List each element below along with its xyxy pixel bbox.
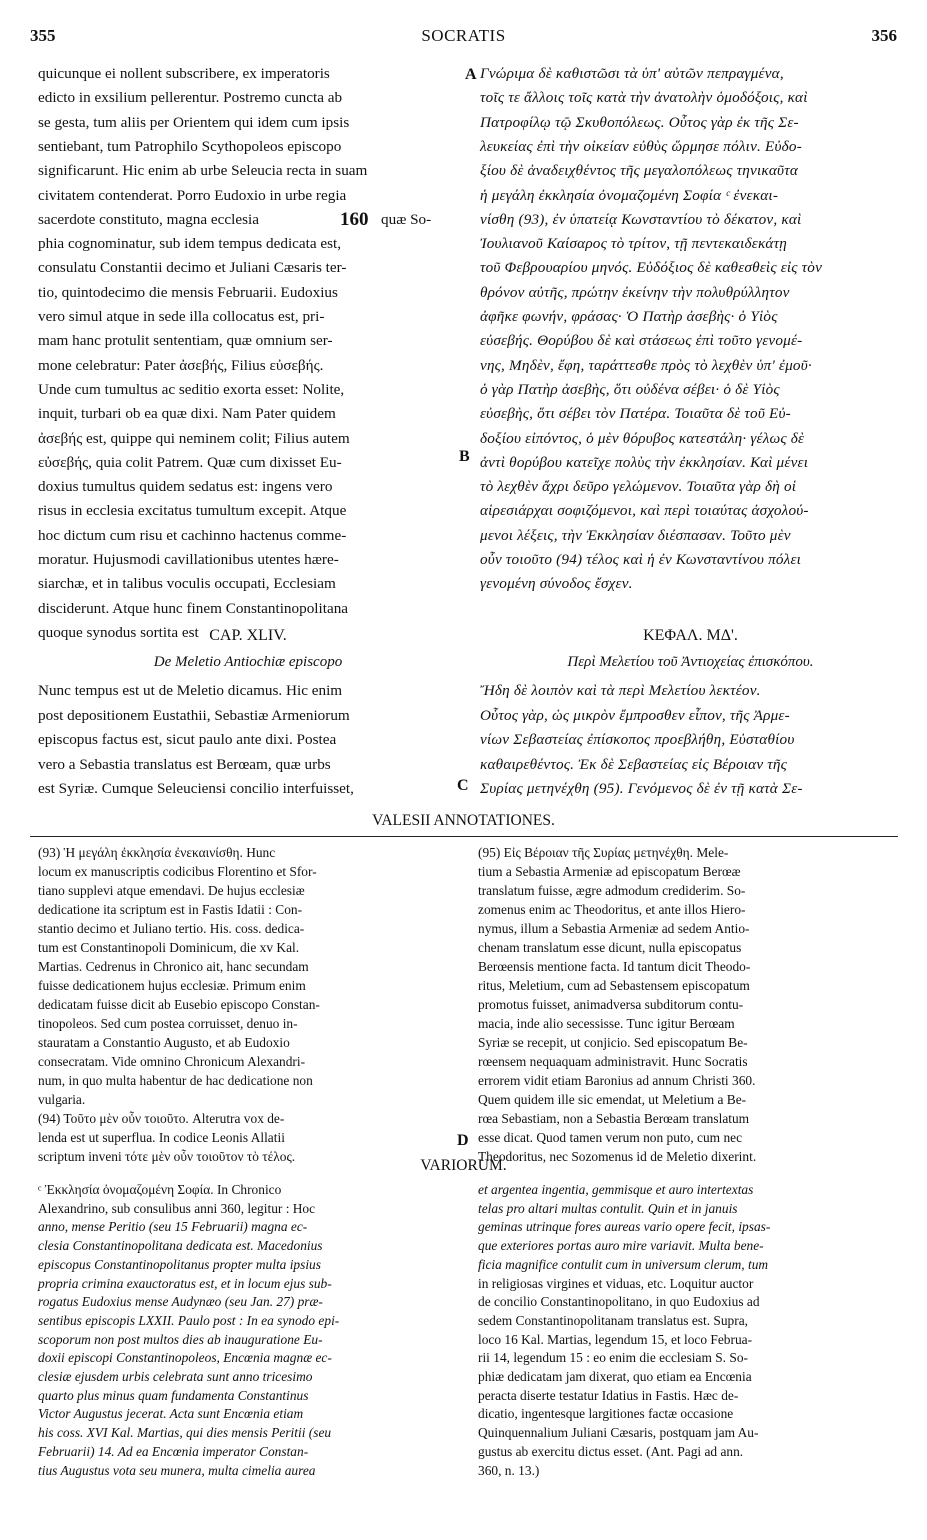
page-number-right: 356 [871,26,897,45]
chapter-heading-greek: ΚΕΦΑΛ. ΜΔ'. [643,627,738,644]
latin-top-line: mam hanc protulit sententiam, quæ omnium ser- [38,332,333,350]
variorum-left-line: ᶜ Ἐκκλησία ὀνομαζομένη Σοφία. In Chronico [38,1182,282,1197]
annotation-left-line: stauratam a Constantio Augusto, et ab Eudoxio [38,1035,290,1050]
variorum-right-line: gustus ab exercitu dictus esset. (Ant. Pagi ad ann. [478,1443,744,1459]
margin-marker-a: A [465,66,477,83]
chapter-heading-latin: CAP. XLIV. [209,627,287,644]
variorum-left-line: propria crimina exauctoratus est, et in locum ejus sub- [38,1275,332,1291]
greek-top-line: ξίου δὲ ἀναδειχθέντος τῆς μεγαλοπόλεως τηνικαῦτα [480,162,799,180]
margin-marker-d: D [457,1132,469,1149]
variorum-left-line: clesiæ ejusdem urbis celebrata sunt anno tricesimo [38,1369,313,1384]
annotation-left-line: vulgaria. [38,1092,86,1107]
latin-top-line: εὐσεβής, quia colit Patrem. Quæ cum dixisset Eu- [38,453,342,471]
variorum-right-line: de concilio Constantinopolitano, in quo Eudoxius ad [478,1294,760,1310]
greek-top-line: νης, Μηδὲν, ἔφη, ταράττεσθε πρὸς τὸ λεχθὲν ὑπ' ἐμοῦ· [480,356,812,374]
greek-chapter-line: νίων Σεβαστείας ἐπίσκοπος προεβλήθη, Εὐσταθίου [480,731,795,748]
latin-top-line: risus in ecclesia excitatus tumultum excepit. Atque [38,502,347,520]
greek-chapter-line: καθαιρεθέντος. Ἐκ δὲ Σεβαστείας εἰς Βέροιαν τῆς [480,755,788,773]
annotation-right-line: (95) Εἰς Βέροιαν τῆς Συρίας μετηνέχθη. Mele- [478,845,729,860]
annotation-left-line: tiano supplevi atque emendavi. De hujus ecclesiæ [38,883,305,898]
variorum-left-line: episcopus Constantinopolitanus propter multa ipsius [38,1256,321,1272]
variorum-left-line: anno, mense Peritio (seu 15 Februarii) magna ec- [38,1219,308,1235]
variorum-right-line: peracta diserte testatur Idatius in Fastis. Hæc de- [478,1387,739,1403]
latin-top-line: Unde cum tumultus ac seditio exorta esset: Nolite, [38,380,345,398]
greek-top-line: μενοι λέξεις, τὴν Ἐκκλησίαν διέσπασαν. Τοῦτο μὲν [480,526,791,544]
latin-top-line: mone celebratur: Pater ἀσεβής, Filius εὐσεβής. [38,356,324,374]
annotation-left-line: locum ex manuscriptis codicibus Florentino et Sfor- [38,864,317,879]
latin-top-line: ἀσεβής est, quippe qui neminem colit; Filius autem [38,429,350,447]
variorum-right-line: telas pro altari multas contulit. Quin et in januis [478,1200,738,1216]
latin-top-line: significarunt. Hic enim ab urbe Seleucia recta in suam [38,162,368,180]
greek-top-line: ἀντὶ θορύβου κατεῖχε πολὺς τὴν ἐκκλησίαν. Καὶ μένει [480,453,809,471]
annotation-right-line: translatum fuisse, ægre admodum crediderim. So- [478,883,746,898]
variorum-right-line: loco 16 Kal. Martias, legendum 15, et loco Februa- [478,1331,753,1347]
greek-top-line: τὸ λεχθὲν ἄχρι δεῦρο γελώμενον. Τοιαῦτα γὰρ δὴ οἱ [480,478,797,496]
page-number-left: 355 [30,26,56,45]
annotations-title: VALESII ANNOTATIONES. [372,812,555,829]
greek-top-line: τοῖς τε ἄλλοις τοῖς κατὰ τὴν ἀνατολὴν ὁμοδόξοις, καὶ [480,89,808,107]
latin-top-line: edicto in exsilium pellerentur. Postremo cuncta ab [38,89,343,107]
variorum-right-line: ficia magnifice contulit cum in universum clerum, tum [478,1256,769,1272]
latin-top-line: consulatu Constantii decimo et Juliani Cæsaris ter- [38,259,347,277]
annotation-right-line: chenam translatum esse dicunt, nulla episcopatus [478,940,742,955]
latin-top-line: phia cognominatur, sub idem tempus dedicata est, [38,235,342,253]
greek-top-line: εὐσεβής. Θορύβου δὲ καὶ στάσεως ἐπὶ τοῦτο γενομέ- [480,332,803,350]
latin-top-line: quoque synodus sortita est [38,623,199,641]
variorum-right-line: dicatio, ingentesque largitiones factæ occasione [478,1406,734,1422]
greek-top-line: ἀφῆκε φωνήν, φράσας· Ὁ Πατὴρ ἀσεβὴς· ὁ Υἱὸς [480,308,778,325]
latin-top-line: hoc dictum cum risu et cachinno hactenus comme- [38,526,347,544]
annotation-left-line: scriptum inveni τότε μὲν οὖν τοιοῦτον τὸ τέλος. [38,1149,296,1164]
annotation-right-line: Berœensis mentione facta. Id tantum dicit Theodo- [478,959,751,974]
variorum-right-line: sedem Constantinopolitanam translatus est. Supra, [478,1312,749,1328]
greek-top-line: Ἰουλιανοῦ Καίσαρος τὸ τρίτον, τῇ πεντεκαιδεκάτῃ [480,235,787,253]
variorum-right-line: Quinquennalium Juliani Cæsaris, postquam jam Au- [478,1425,759,1441]
latin-top-line: vero simul atque in sede illa collocatus est, pri- [38,308,325,325]
variorum-left-line: Februarii) 14. Ad ea Encœnia imperator Constan- [38,1443,309,1459]
annotation-right-line: rœa Sebastiam, non a Sebastia Berœam translatum [478,1111,750,1126]
variorum-right-line: 360, n. 13.) [478,1462,540,1478]
annotation-right-line: tium a Sebastia Armeniæ ad episcopatum Berœæ [478,864,741,879]
chapter-subtitle-greek: Περὶ Μελετίου τοῦ Ἀντιοχείας ἐπισκόπου. [567,654,814,670]
annotation-right-line: Syriæ se recepit, ut conjicio. Sed episcopatum Be- [478,1035,748,1050]
annotation-left-line: consecratam. Vide omnino Chronicum Alexandri- [38,1054,306,1069]
greek-chapter-line: Ἤδη δὲ λοιπὸν καὶ τὰ περὶ Μελετίου λεκτέον. [480,682,761,699]
latin-chapter-line: post depositionem Eustathii, Sebastiæ Armeniorum [38,706,350,724]
annotation-right-line: errorem vidit etiam Baronius ad annum Christi 360. [478,1073,756,1088]
latin-chapter-line: Nunc tempus est ut de Meletio dicamus. Hic enim [38,682,343,699]
variorum-left-line: doxii episcopi Constantinopoleos, Encœnia magnæ ec- [38,1350,332,1366]
greek-top-line: λευκείας ἐπὶ τὴν οἰκείαν εὐθὺς ὥρμησε πόλιν. Εὐδο- [480,137,802,155]
annotation-right-line: ritus, Meletium, cum ad Sebastensem episcopatum [478,978,750,993]
annotation-right-line: promotus fuisset, animadversa subditorum contu- [478,997,744,1012]
variorum-left-line: his coss. XVI Kal. Martias, qui dies mensis Peritii (seu [38,1425,332,1441]
greek-top-line: θρόνον αὐτῆς, πρώτην ἐκείνην τὴν πολυθρύλλητον [480,283,790,301]
greek-chapter-line: Οὗτος γὰρ, ὡς μικρὸν ἔμπροσθεν εἶπον, τῆς Ἀρμε- [480,706,790,724]
latin-top-line: quæ So- [381,210,432,228]
annotation-right-line: nymus, illum a Sebastia Armeniæ ad sedem Antio- [478,921,750,936]
annotation-left-line: fuisse dedicationem hujus ecclesiæ. Primum enim [38,978,306,993]
annotation-right-line: Theodoritus, nec Sozomenus id de Meletio dixerint. [478,1149,757,1164]
inline-column-number: 160 [340,208,369,230]
variorum-left-line: tius Augustus vota seu munera, multa cimelia aurea [38,1462,316,1478]
greek-top-line: δοξίου εἰπόντος, ὁ μὲν θόρυβος κατεστάλη· γέλως δὲ [480,429,805,447]
annotation-left-line: lenda est ut superflua. In codice Leonis Allatii [38,1130,285,1145]
greek-top-line: ἡ μεγάλη ἐκκλησία ὀνομαζομένη Σοφία ᶜ ἐνεκαι- [480,186,779,204]
annotation-right-line: esse dicat. Quod tamen verum non puto, cum nec [478,1130,743,1145]
latin-top-line: sacerdote constituto, magna ecclesia [38,210,259,228]
greek-top-line: γενομένη σύνοδος ἔσχεν. [480,575,633,593]
annotations-rule [30,836,898,837]
latin-top-line: moratur. Hujusmodi cavillationibus utentes hære- [38,551,339,568]
greek-top-line: ὁ γὰρ Πατὴρ ἀσεβὴς, ὅτι οὐδένα σέβει· ὁ δὲ Υἱὸς [480,380,780,398]
greek-top-line: τοῦ Φεβρουαρίου μηνός. Εὐδόξιος δὲ καθεσθεὶς εἰς τὸν [480,259,823,277]
annotation-left-line: tum est Constantinopoli Dominicum, die xv Kal. [38,940,300,955]
latin-top-line: quicunque ei nollent subscribere, ex imperatoris [38,65,330,82]
greek-top-line: Πατροφίλῳ τῷ Σκυθοπόλεως. Οὗτος γὰρ ἐκ τῆς Σε- [480,113,799,131]
variorum-left-line: sentibus episcopis LXXII. Paulo post : In ea synodo epi- [38,1312,340,1328]
latin-top-line: tio, quintodecimo die mensis Februarii. Eudoxius [38,283,338,301]
latin-top-line: disciderunt. Atque hunc finem Constantinopolitana [38,599,349,617]
variorum-left-line: rogatus Eudoxius mense Audynæo (seu Jan. 27) præ- [38,1294,323,1310]
running-title: SOCRATIS [421,26,506,45]
variorum-left-line: Alexandrino, sub consulibus anni 360, legitur : Hoc [38,1200,316,1216]
latin-top-line: siarchæ, et in talibus voculis occupati, Ecclesiam [38,575,336,593]
variorum-right-line: phiæ dedicatam jam dixerat, quo etiam ea Encœnia [478,1369,752,1384]
latin-top-line: inquit, turbari ob ea quæ dixi. Nam Pater quidem [38,405,336,423]
variorum-title: VARIORUM. [420,1157,507,1174]
variorum-right-line: que exteriores portas auro mire variavit. Multa bene- [478,1238,764,1254]
variorum-left-line: quarto plus minus quam fundamenta Constantinus [38,1387,309,1403]
annotation-right-line: macia, inde alio secessisse. Tunc igitur Berœam [478,1016,735,1031]
latin-chapter-line: episcopus factus est, sicut paulo ante dixi. Postea [38,731,337,748]
annotation-left-line: tinopoleos. Sed cum postea corruisset, denuo in- [38,1016,298,1031]
latin-chapter-line: est Syriæ. Cumque Seleuciensi concilio interfuisset, [38,780,354,797]
annotation-left-line: (94) Τοῦτο μὲν οὖν τοιοῦτο. Alterutra vox de- [38,1111,285,1126]
latin-top-line: se gesta, tum aliis per Orientem qui idem cum ipsis [38,113,350,131]
annotation-left-line: num, in quo multa habentur de hac dedicatione non [38,1073,313,1088]
greek-top-line: εὐσεβὴς, ὅτι σέβει τὸν Πατέρα. Τοιαῦτα δὲ τοῦ Εὐ- [480,405,791,423]
latin-top-line: sentiebant, tum Patrophilo Scythopoleos episcopo [38,137,342,155]
annotation-right-line: rœensem nequaquam administravit. Hunc Socratis [478,1054,748,1069]
chapter-subtitle-latin: De Meletio Antiochiæ episcopo [153,654,343,670]
variorum-left-line: scoporum non post multos dies ab inauguratione Eu- [38,1331,323,1347]
variorum-right-line: et argentea ingentia, gemmisque et auro intertextas [478,1182,754,1197]
annotation-left-line: dedicatione ita scriptum est in Fastis Idatii : Con- [38,902,303,917]
annotation-right-line: Quem quidem ille sic emendat, ut Meletium a Be- [478,1092,747,1107]
annotation-left-line: stantio decimo et Juliano tertio. His. coss. dedica- [38,921,305,936]
annotation-left-line: (93) Ἡ μεγάλη ἐκκλησία ἐνεκαινίσθη. Hunc [38,845,276,860]
annotation-left-line: dedicatam fuisse dicit ab Eusebio episcopo Constan- [38,997,320,1012]
variorum-right-line: in religiosas virgines et viduas, etc. Loquitur auctor [478,1275,754,1291]
greek-top-line: Γνώριμα δὲ καθιστῶσι τὰ ὑπ' αὐτῶν πεπραγμένα, [480,65,784,82]
annotation-left-line: Martias. Cedrenus in Chronico ait, hanc secundam [38,959,309,974]
greek-chapter-line: Συρίας μετηνέχθη (95). Γενόμενος δὲ ἐν τῇ κατὰ Σε- [480,780,803,797]
margin-marker-c: C [457,777,469,794]
greek-top-line: οὖν τοιοῦτο (94) τέλος καὶ ἡ ἐν Κωνσταντίνου πόλει [480,551,802,568]
greek-top-line: νίσθη (93), ἐν ὑπατείᾳ Κωνσταντίου τὸ δέκατον, καὶ [480,210,802,228]
latin-chapter-line: vero a Sebastia translatus est Berœam, quæ urbs [38,755,331,773]
variorum-left-line: clesia Constantinopolitana dedicata est. Macedonius [38,1238,323,1254]
variorum-right-line: geminas utrinque fores aureas vario opere fecit, ipsas- [478,1219,771,1235]
latin-top-line: civitatem contenderat. Porro Eudoxio in urbe regia [38,186,347,204]
latin-top-line: doxius tumultus quidem sedatus est: ingens vero [38,478,333,496]
variorum-left-line: Victor Augustus jecerat. Acta sunt Encœnia etiam [38,1406,304,1422]
greek-top-line: αἱρεσιάρχαι σοφιζόμενοι, καὶ περὶ τοιαύτας ἀσχολού- [480,502,809,520]
annotation-right-line: zomenus enim ac Theodoritus, et ante illos Hiero- [478,902,746,917]
variorum-right-line: rii 14, legendum 15 : eo enim die ecclesiam S. So- [478,1350,748,1366]
margin-marker-b: B [459,448,470,465]
